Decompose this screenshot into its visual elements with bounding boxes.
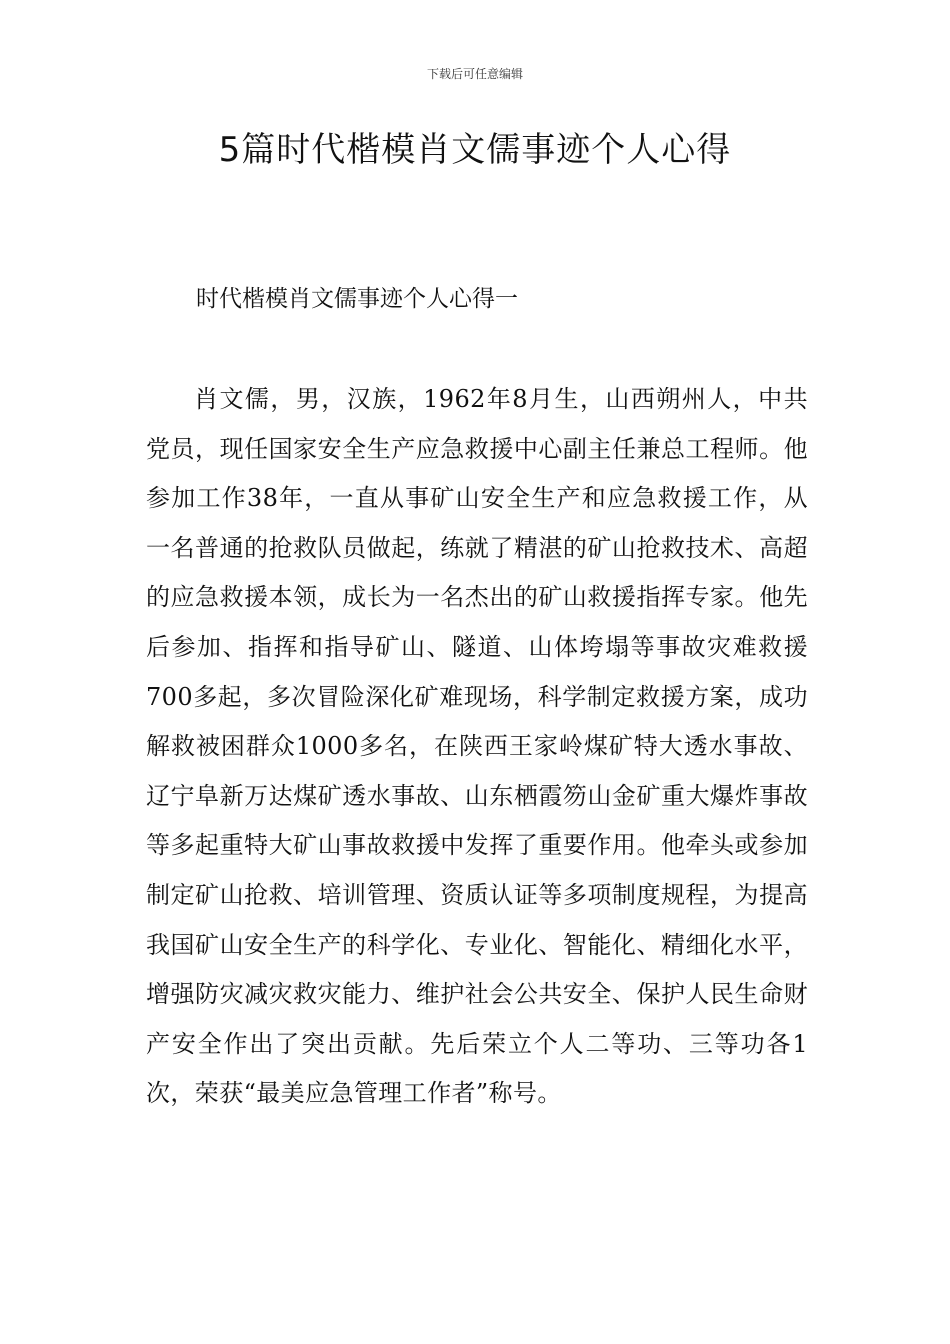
body-paragraph: 肖文儒，男，汉族，1962年8月生，山西朔州人，中共党员，现任国家安全生产应急救援中心副主任兼总工程师。他参加工作38年，一直从事矿山安全生产和应急救援工作，从一名普通的抢救队员做起，练就了精湛的矿山抢救技术、高超的应急救援本领，成长为一名杰出的矿山救援指挥专家。他先后参加、指挥和指导矿山、隧道、山体垮塌等事故灾难救援700多起，多次冒险深化矿难现场，科学制定救援方案，成功解救被困群众1000多名，在陕西王家岭煤矿特大透水事故、辽宁阜新万达煤矿透水事故、山东栖霞笏山金矿重大爆炸事故等多起重特大矿山事故救援中发挥了重要作用。他牵头或参加制定矿山抢救、培训管理、资质认证等多项制度规程，为提高我国矿山安全生产的科学化、专业化、智能化、精细化水平，增强防灾减灾救灾能力、维护社会公共安全、保护人民生命财产安全作出了突出贡献。先后荣立个人二等功、三等功各1次，荣获“最美应急管理工作者”称号。 [146,385,808,1108]
header-note: 下载后可任意编辑 [426,67,523,81]
section-heading: 时代楷模肖文儒事迹个人心得一 [196,286,518,312]
document-title: 5篇时代楷模肖文儒事迹个人心得 [218,130,732,170]
